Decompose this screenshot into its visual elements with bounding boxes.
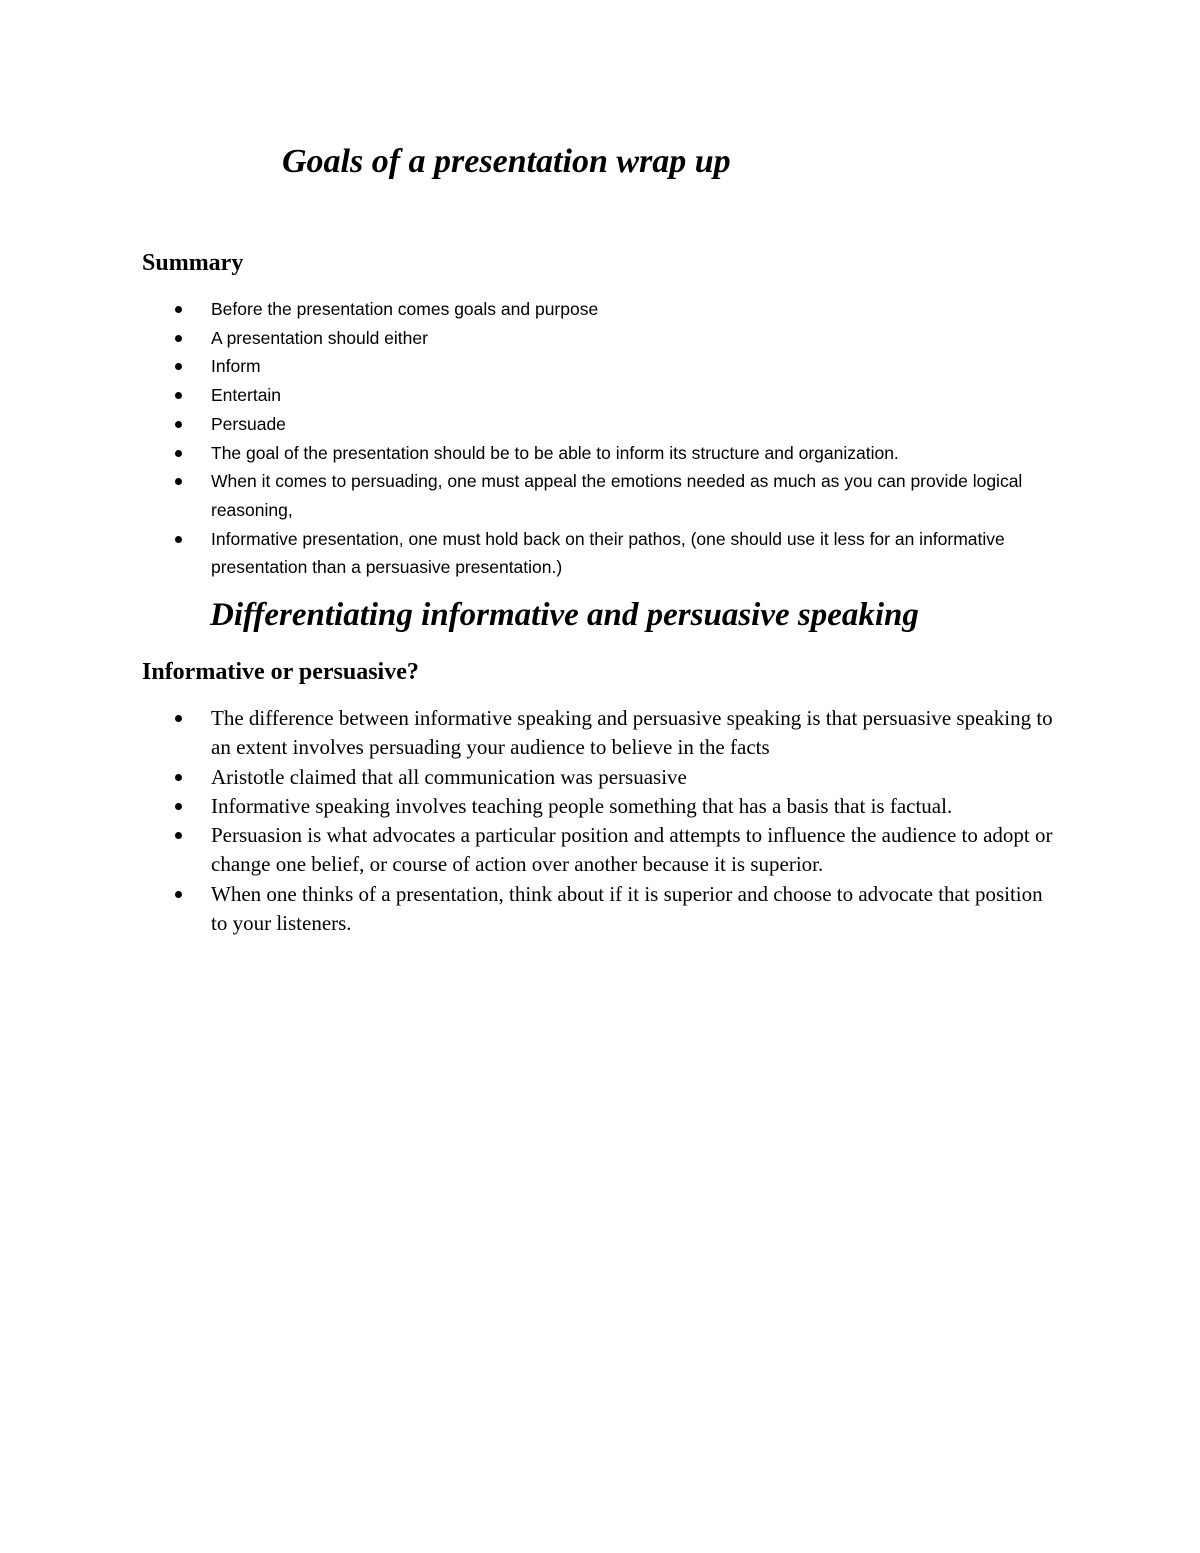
bullet-icon <box>175 715 182 722</box>
bullet-icon <box>175 363 182 370</box>
summary-list <box>0 295 1061 582</box>
list-item <box>0 295 1061 324</box>
bullet-icon <box>175 891 182 898</box>
list-item-text: Entertain <box>211 385 282 406</box>
list-item-text: The goal of the presentation should be to be able to inform its structure and organization. <box>211 442 899 463</box>
list-item <box>0 763 1061 792</box>
summary-heading: Summary <box>142 250 244 276</box>
bullet-icon <box>175 306 182 313</box>
bullet-icon <box>175 392 182 399</box>
document-title: Goals of a presentation wrap up <box>282 143 731 180</box>
bullet-icon <box>175 421 182 428</box>
list-item-text: Persuasion is what advocates a particular position and attempts to influence the audience to adopt or change one belief, or course of action over another because it is superior. <box>211 823 1053 877</box>
list-item-text: When it comes to persuading, one must appeal the emotions needed as much as you can provide logical reasoning, <box>211 471 1023 520</box>
list-item-text: Before the presentation comes goals and purpose <box>211 299 599 319</box>
list-item-text: Inform <box>211 356 261 377</box>
bullet-icon <box>175 478 182 485</box>
list-item <box>0 467 1061 524</box>
list-item-text: When one thinks of a presentation, think about if it is superior and choose to advocate that position to your listeners. <box>211 881 1043 936</box>
list-item <box>0 704 1061 763</box>
list-item-text: Aristotle claimed that all communication was persuasive <box>211 764 687 789</box>
list-item <box>0 880 1061 939</box>
bullet-icon <box>175 832 182 839</box>
list-item <box>0 821 1061 880</box>
list-item <box>0 352 1061 381</box>
list-item <box>0 439 1061 468</box>
list-item-text: Informative speaking involves teaching people something that has a basis that is factual. <box>211 793 953 818</box>
list-item <box>0 525 1061 582</box>
list-item <box>0 792 1061 821</box>
bullet-icon <box>175 335 182 342</box>
list-item <box>0 381 1061 410</box>
list-item-text: Persuade <box>211 413 286 434</box>
list-item <box>0 324 1061 353</box>
list-item-text: Informative presentation, one must hold back on their pathos, (one should use it less for an informative presentation than a persuasive presentation.) <box>211 528 1005 578</box>
bullet-icon <box>175 536 182 543</box>
list-item <box>0 410 1061 439</box>
list-item-text: A presentation should either <box>211 327 428 348</box>
bullet-icon <box>175 450 182 457</box>
section-heading: Informative or persuasive? <box>142 659 419 685</box>
section-title: Differentiating informative and persuasive speaking <box>210 597 919 633</box>
bullet-icon <box>175 774 182 781</box>
list-item-text: The difference between informative speaking and persuasive speaking is that persuasive speaking to an extent involves persuading your audience to believe in the facts <box>211 706 1053 760</box>
bullet-icon <box>175 803 182 810</box>
section-list <box>0 704 1061 938</box>
